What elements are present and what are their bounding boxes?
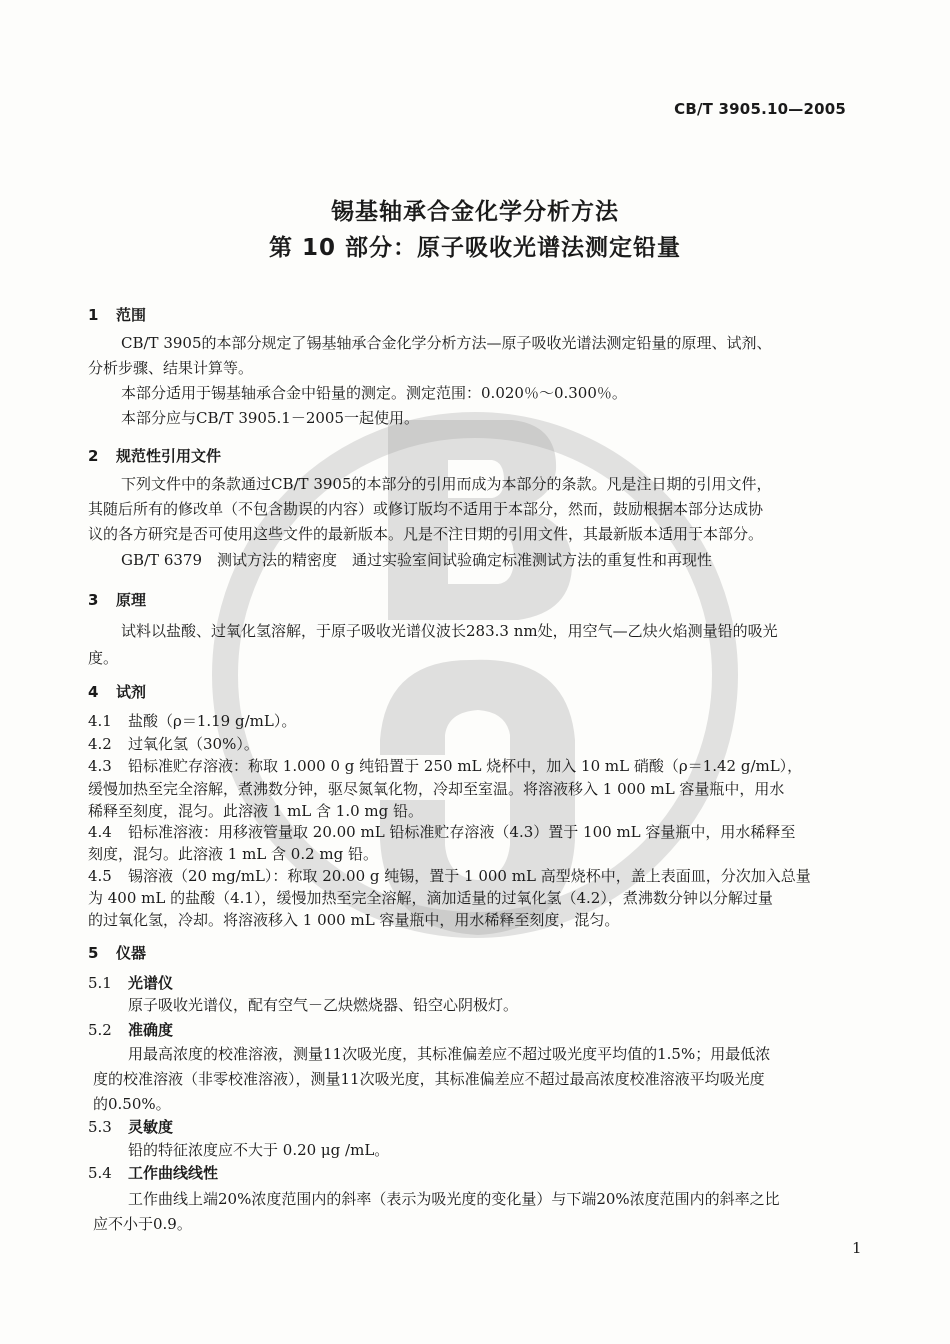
- section-title: 试剂: [116, 683, 147, 701]
- paragraph-line: 应不小于0.9。: [93, 1215, 192, 1233]
- paragraph-line: 为 400 mL 的盐酸（4.1），缓慢加热至完全溶解，滴加适量的过氧化氢（4.2），煮沸数分钟以分解过量: [88, 889, 773, 907]
- item-number: 4.5: [88, 867, 112, 885]
- subsection-title: 光谱仪: [128, 974, 174, 992]
- subsection-number: 5.4: [88, 1164, 112, 1182]
- item-text: 锡溶液（20 mg/mL）：称取 20.00 g 纯锡，置于 1 000 mL 高型烧杯中，盖上表面皿，分次加入总量: [128, 867, 811, 885]
- paragraph-line: 其随后所有的修改单（不包含勘误的内容）或修订版均不适用于本部分，然而，鼓励根据本部分达成协: [88, 500, 764, 518]
- subsection-number: 5.1: [88, 974, 112, 992]
- subsection-5-3-heading: [88, 1117, 173, 1137]
- reagent-item-4-3: [88, 756, 802, 776]
- page-number: 1: [852, 1239, 862, 1257]
- reagent-item-4-4: [88, 822, 795, 842]
- item-text: 铅标准贮存溶液：称取 1.000 0 g 纯铅置于 250 mL 烧杯中，加入 10 mL 硝酸（ρ＝1.42 g/mL），: [128, 757, 803, 775]
- paragraph-line: 原子吸收光谱仪，配有空气－乙炔燃烧器、铅空心阴极灯。: [128, 996, 519, 1014]
- section-title: 范围: [116, 306, 147, 324]
- section-number: 4: [88, 683, 99, 701]
- document-title-line1: 锡基轴承合金化学分析方法: [331, 199, 619, 225]
- item-number: 4.1: [88, 712, 112, 730]
- paragraph-line: 铅的特征浓度应不大于 0.20 μg /mL。: [128, 1141, 390, 1159]
- paragraph-line: 议的各方研究是否可使用这些文件的最新版本。凡是不注日期的引用文件，其最新版本适用于本部分。: [88, 525, 764, 543]
- paragraph-line: 工作曲线上端20%浓度范围内的斜率（表示为吸光度的变化量）与下端20%浓度范围内的斜率之比: [128, 1190, 780, 1208]
- section-number: 2: [88, 447, 99, 465]
- paragraph-line: 缓慢加热至完全溶解，煮沸数分钟，驱尽氮氧化物，冷却至室温。将溶液移入 1 000 mL 容量瓶中，用水: [88, 780, 785, 798]
- paragraph-line: 用最高浓度的校准溶液，测量11次吸光度，其标准偏差应不超过吸光度平均值的1.5%；用最低浓: [128, 1045, 771, 1063]
- section-3-heading: [88, 590, 146, 610]
- section-title: 原理: [116, 591, 147, 609]
- item-text: 过氧化氢（30%）。: [128, 735, 259, 753]
- paragraph-line: 试料以盐酸、过氧化氢溶解，于原子吸收光谱仪波长283.3 nm处，用空气—乙炔火焰测量铅的吸光: [121, 622, 778, 640]
- paragraph-line: 度的校准溶液（非零校准溶液），测量11次吸光度，其标准偏差应不超过最高浓度校准溶液平均吸光度: [93, 1070, 765, 1088]
- item-text: 铅标准溶液：用移液管量取 20.00 mL 铅标准贮存溶液（4.3）置于 100 mL 容量瓶中，用水稀释至: [128, 823, 796, 841]
- item-number: 4.3: [88, 757, 112, 775]
- document-title-line2: 第 10 部分：原子吸收光谱法测定铅量: [268, 235, 682, 261]
- reagent-item-4-1: [88, 711, 296, 731]
- section-4-heading: [88, 682, 146, 702]
- section-number: 3: [88, 591, 99, 609]
- section-number: 1: [88, 306, 99, 324]
- subsection-5-4-heading: [88, 1163, 218, 1183]
- item-text: 盐酸（ρ＝1.19 g/mL）。: [128, 712, 297, 730]
- subsection-title: 工作曲线线性: [128, 1164, 219, 1182]
- normative-reference: GB/T 6379 测试方法的精密度 通过实验室间试验确定标准测试方法的重复性和再现性: [121, 551, 713, 569]
- subsection-number: 5.3: [88, 1118, 112, 1136]
- section-title: 仪器: [116, 944, 147, 962]
- paragraph-line: 度。: [88, 649, 119, 667]
- section-1-heading: [88, 305, 146, 325]
- subsection-5-2-heading: [88, 1020, 173, 1040]
- section-number: 5: [88, 944, 99, 962]
- item-number: 4.4: [88, 823, 112, 841]
- item-number: 4.2: [88, 735, 112, 753]
- standard-code: CB/T 3905.10—2005: [674, 100, 846, 118]
- paragraph-line: CB/T 3905的本部分规定了锡基轴承合金化学分析方法—原子吸收光谱法测定铅量的原理、试剂、: [121, 334, 772, 352]
- paragraph-line: 的过氧化氢，冷却。将溶液移入 1 000 mL 容量瓶中，用水稀释至刻度，混匀。: [88, 911, 620, 929]
- section-title: 规范性引用文件: [116, 447, 222, 465]
- paragraph-line: 下列文件中的条款通过CB/T 3905的本部分的引用而成为本部分的条款。凡是注日期的引用文件，: [121, 475, 772, 493]
- subsection-title: 准确度: [128, 1021, 174, 1039]
- paragraph-line: 分析步骤、结果计算等。: [88, 359, 254, 377]
- paragraph-line: 本部分适用于锡基轴承合金中铅量的测定。测定范围：0.020％～0.300％。: [121, 384, 627, 402]
- paragraph-line: 本部分应与CB/T 3905.1－2005一起使用。: [121, 409, 419, 427]
- paragraph-line: 刻度，混匀。此溶液 1 mL 含 0.2 mg 铅。: [88, 845, 379, 863]
- section-5-heading: [88, 943, 146, 963]
- reagent-item-4-2: [88, 734, 259, 754]
- subsection-title: 灵敏度: [128, 1118, 174, 1136]
- subsection-number: 5.2: [88, 1021, 112, 1039]
- subsection-5-1-heading: [88, 973, 173, 993]
- paragraph-line: 稀释至刻度，混匀。此溶液 1 mL 含 1.0 mg 铅。: [88, 802, 424, 820]
- paragraph-line: 的0.50%。: [93, 1095, 171, 1113]
- reagent-item-4-5: [88, 866, 811, 886]
- section-2-heading: [88, 446, 221, 466]
